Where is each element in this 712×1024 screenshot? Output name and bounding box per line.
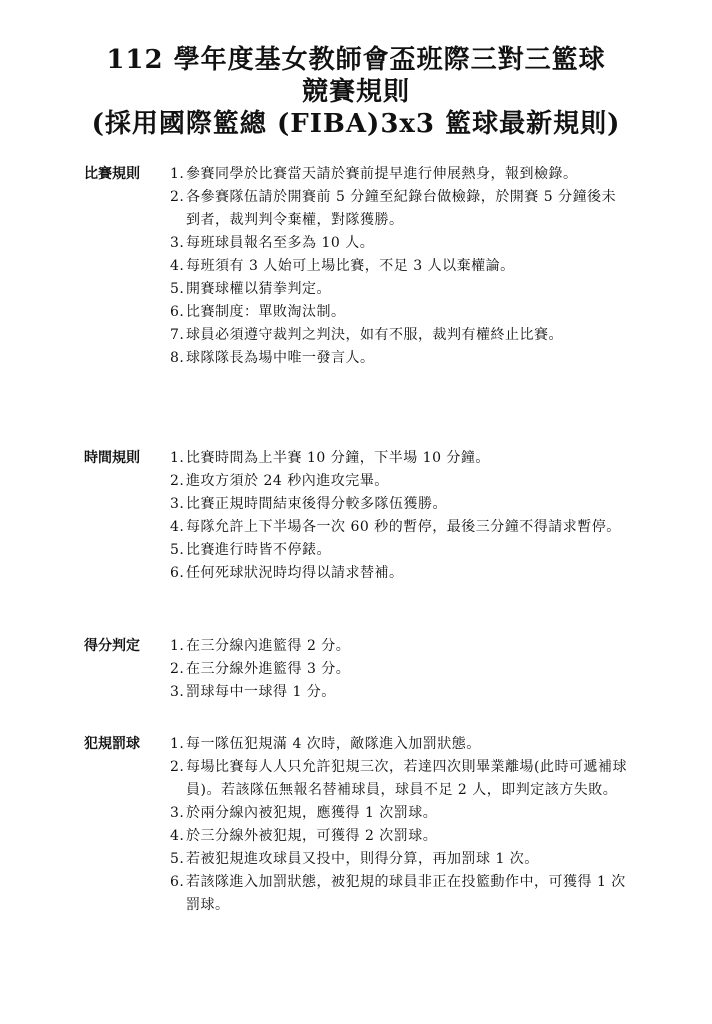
rule-item bbox=[170, 825, 630, 848]
rule-number: 7. bbox=[170, 327, 185, 343]
section-label: 時間規則 bbox=[84, 450, 140, 466]
rule-number: 2. bbox=[170, 661, 185, 677]
rule-number: 3. bbox=[170, 805, 185, 821]
rule-text: 開賽球權以猜拳判定。 bbox=[186, 281, 331, 297]
rule-item bbox=[170, 470, 630, 493]
section-label: 得分判定 bbox=[84, 638, 140, 654]
rule-text: 比賽進行時皆不停錶。 bbox=[186, 542, 331, 558]
rule-text: 各參賽隊伍請於開賽前 5 分鐘至紀錄台做檢錄，於開賽 5 分鐘後未到者，裁判判令棄權，對隊獲勝。 bbox=[186, 189, 617, 228]
title-line-3: (採用國際籃總 (FIBA)3x3 籃球最新規則) bbox=[91, 109, 621, 139]
rule-item bbox=[170, 324, 630, 347]
rule-item bbox=[170, 802, 630, 825]
rule-number: 3. bbox=[170, 235, 185, 251]
rule-item bbox=[170, 516, 630, 539]
rule-text: 若該隊進入加罰狀態，被犯規的球員非正在投籃動作中，可獲得 1 次罰球。 bbox=[186, 874, 626, 913]
rule-list bbox=[170, 635, 630, 704]
rule-item bbox=[170, 756, 630, 802]
rule-text: 於三分線外被犯規，可獲得 2 次罰球。 bbox=[186, 828, 438, 844]
rule-item bbox=[170, 278, 630, 301]
rule-number: 2. bbox=[170, 473, 185, 489]
rule-item bbox=[170, 635, 630, 658]
rule-text: 進攻方須於 24 秒內進攻完畢。 bbox=[186, 473, 389, 489]
rule-item bbox=[170, 447, 630, 470]
rule-number: 1. bbox=[170, 166, 185, 182]
rule-number: 8. bbox=[170, 350, 185, 366]
rule-list bbox=[170, 163, 630, 370]
title-line-2: 競賽規則 bbox=[301, 77, 410, 107]
rule-text: 參賽同學於比賽當天請於賽前提早進行伸展熱身，報到檢錄。 bbox=[186, 166, 578, 182]
rule-item bbox=[170, 255, 630, 278]
rule-number: 5. bbox=[170, 851, 185, 867]
rule-number: 5. bbox=[170, 281, 185, 297]
rule-text: 球隊隊長為場中唯一發言人。 bbox=[186, 350, 375, 366]
rule-item bbox=[170, 733, 630, 756]
rule-number: 3. bbox=[170, 496, 185, 512]
rule-number: 6. bbox=[170, 874, 185, 890]
rule-text: 比賽正規時間結束後得分較多隊伍獲勝。 bbox=[186, 496, 447, 512]
rule-text: 每班須有 3 人始可上場比賽，不足 3 人以棄權論。 bbox=[186, 258, 515, 274]
rule-number: 2. bbox=[170, 759, 185, 775]
rule-text: 比賽時間為上半賽 10 分鐘，下半場 10 分鐘。 bbox=[186, 450, 490, 466]
rule-item bbox=[170, 871, 630, 917]
rule-item bbox=[170, 539, 630, 562]
rule-item bbox=[170, 493, 630, 516]
rule-item bbox=[170, 232, 630, 255]
rule-number: 5. bbox=[170, 542, 185, 558]
rule-text: 每場比賽每人人只允許犯規三次，若達四次則畢業離場(此時可遞補球員)。若該隊伍無報名替補球員，球員不足 2 人，即判定該方失敗。 bbox=[186, 759, 627, 798]
rule-text: 每隊允許上下半場各一次 60 秒的暫停，最後三分鐘不得請求暫停。 bbox=[186, 519, 621, 535]
rule-number: 1. bbox=[170, 450, 185, 466]
section-label: 犯規罰球 bbox=[84, 736, 140, 752]
section-label: 比賽規則 bbox=[84, 166, 140, 182]
document-title bbox=[0, 44, 712, 140]
rule-text: 罰球每中一球得 1 分。 bbox=[186, 684, 336, 700]
rule-text: 在三分線外進籃得 3 分。 bbox=[186, 661, 351, 677]
rule-text: 於兩分線內被犯規，應獲得 1 次罰球。 bbox=[186, 805, 438, 821]
rule-number: 2. bbox=[170, 189, 185, 205]
rule-list bbox=[170, 447, 630, 585]
rule-item bbox=[170, 681, 630, 704]
title-line-1: 112 學年度基女教師會盃班際三對三籃球 bbox=[106, 45, 606, 75]
rule-text: 每一隊伍犯規滿 4 次時，敵隊進入加罰狀態。 bbox=[186, 736, 481, 752]
rule-text: 若被犯規進攻球員又投中，則得分算，再加罰球 1 次。 bbox=[186, 851, 539, 867]
rule-number: 1. bbox=[170, 736, 185, 752]
rule-number: 4. bbox=[170, 519, 185, 535]
rule-number: 4. bbox=[170, 258, 185, 274]
rule-text: 球員必須遵守裁判之判決，如有不服，裁判有權終止比賽。 bbox=[186, 327, 563, 343]
rule-item bbox=[170, 562, 630, 585]
rule-text: 在三分線內進籃得 2 分。 bbox=[186, 638, 351, 654]
rule-text: 任何死球狀況時均得以請求替補。 bbox=[186, 565, 404, 581]
rule-item bbox=[170, 848, 630, 871]
rule-item bbox=[170, 347, 630, 370]
rule-number: 6. bbox=[170, 565, 185, 581]
rule-list bbox=[170, 733, 630, 917]
rule-number: 3. bbox=[170, 684, 185, 700]
rule-item bbox=[170, 301, 630, 324]
rule-item bbox=[170, 163, 630, 186]
rule-number: 4. bbox=[170, 828, 185, 844]
rule-item bbox=[170, 186, 630, 232]
rule-number: 1. bbox=[170, 638, 185, 654]
rule-text: 比賽制度：單敗淘汰制。 bbox=[186, 304, 346, 320]
rule-text: 每班球員報名至多為 10 人。 bbox=[186, 235, 375, 251]
rule-number: 6. bbox=[170, 304, 185, 320]
rule-item bbox=[170, 658, 630, 681]
